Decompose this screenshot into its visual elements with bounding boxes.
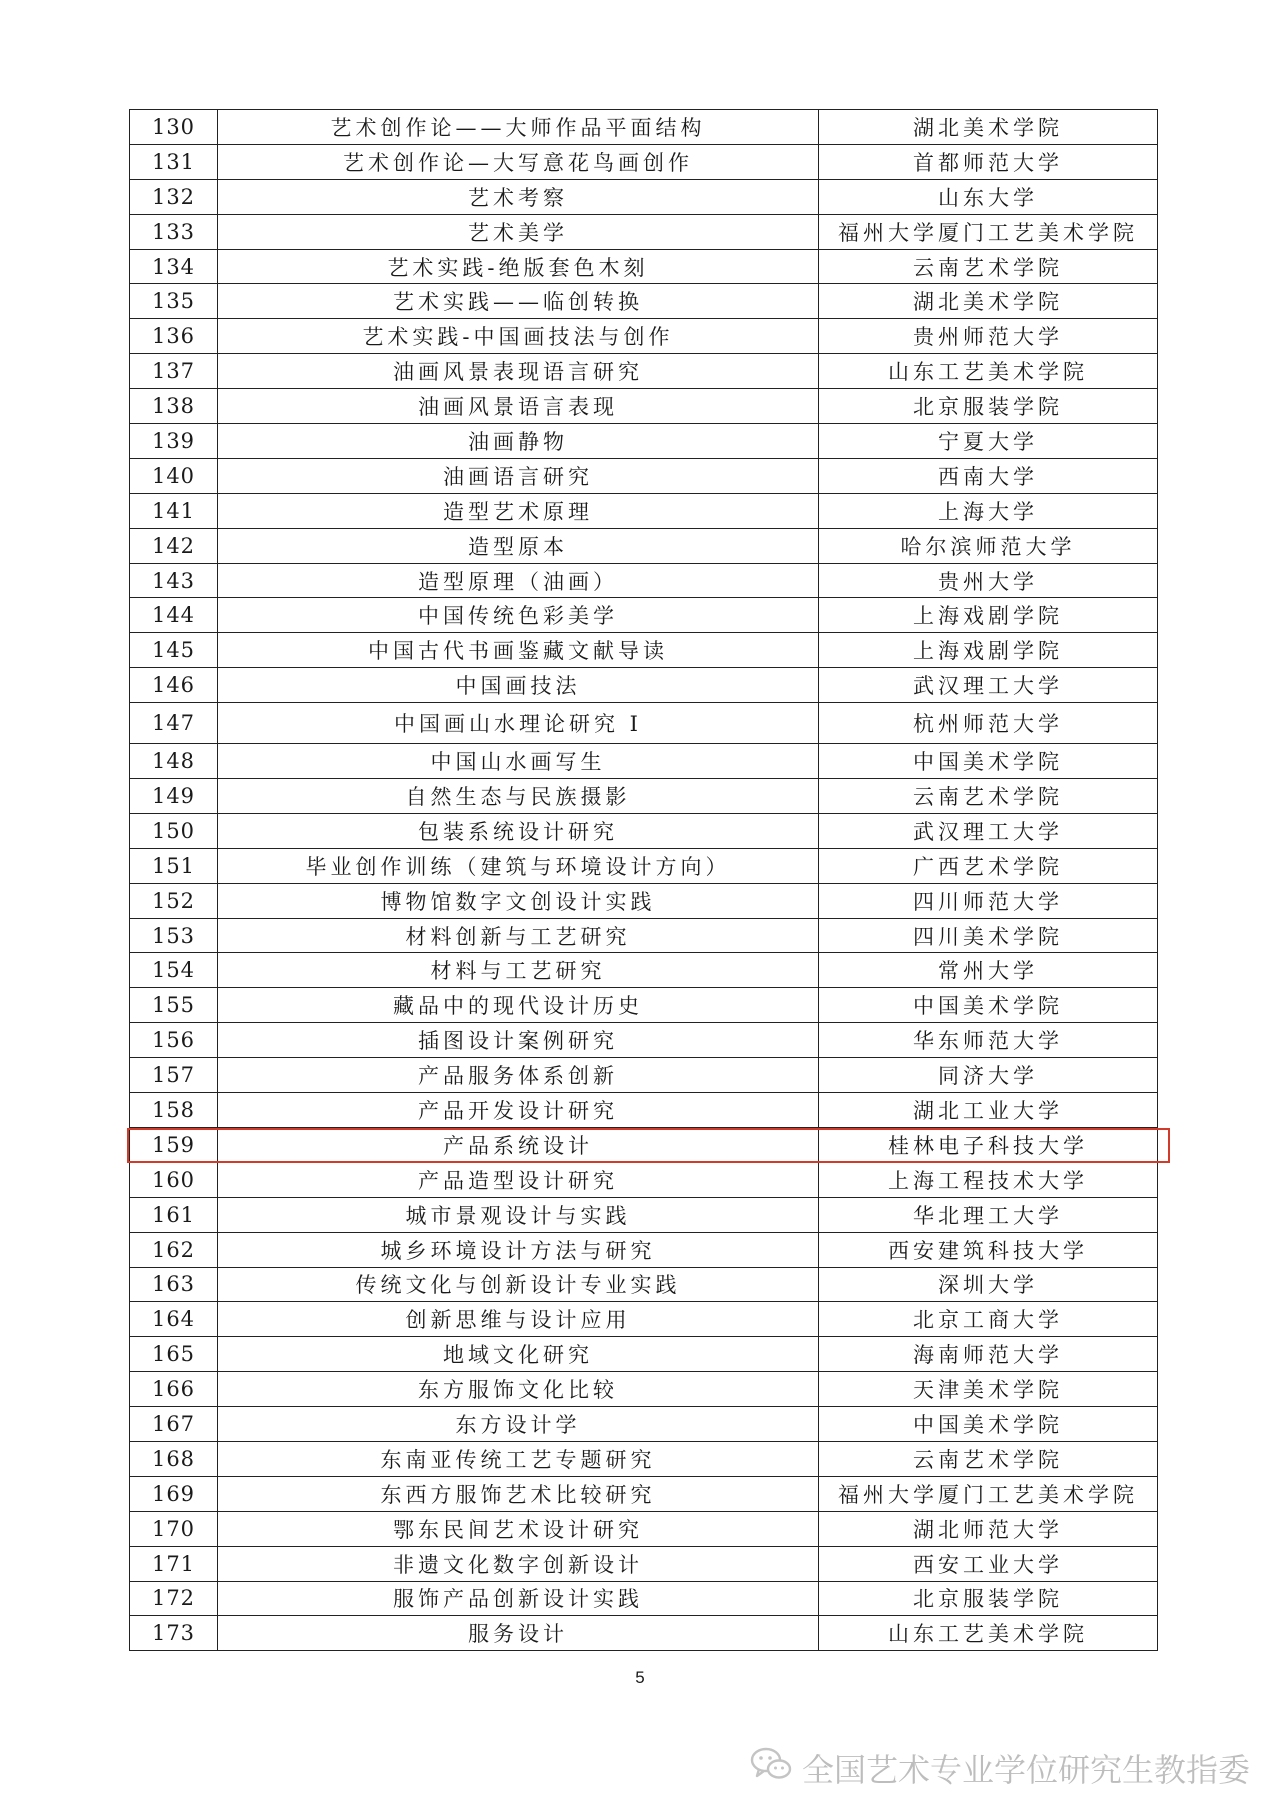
school-cell: 湖北美术学院 <box>819 284 1158 319</box>
watermark <box>750 1738 1250 1798</box>
num-cell: 144 <box>130 598 218 633</box>
table-row <box>130 424 1158 459</box>
school-cell: 北京服装学院 <box>819 389 1158 424</box>
table-row <box>130 779 1158 814</box>
table-row <box>130 1197 1158 1232</box>
num-cell: 142 <box>130 528 218 563</box>
table-row <box>130 493 1158 528</box>
num-cell: 169 <box>130 1476 218 1511</box>
num-cell: 139 <box>130 424 218 459</box>
school-cell: 华东师范大学 <box>819 1023 1158 1058</box>
school-cell: 广西艺术学院 <box>819 848 1158 883</box>
school-cell: 福州大学厦门工艺美术学院 <box>819 1476 1158 1511</box>
num-cell: 162 <box>130 1232 218 1267</box>
num-cell: 149 <box>130 779 218 814</box>
course-cell: 创新思维与设计应用 <box>218 1302 819 1337</box>
school-cell: 武汉理工大学 <box>819 813 1158 848</box>
school-cell: 北京工商大学 <box>819 1302 1158 1337</box>
school-cell: 贵州大学 <box>819 563 1158 598</box>
table-row <box>130 883 1158 918</box>
course-cell: 插图设计案例研究 <box>218 1023 819 1058</box>
school-cell: 北京服装学院 <box>819 1581 1158 1616</box>
table-row <box>130 703 1158 744</box>
num-cell: 141 <box>130 493 218 528</box>
course-cell: 博物馆数字文创设计实践 <box>218 883 819 918</box>
num-cell: 134 <box>130 249 218 284</box>
num-cell: 138 <box>130 389 218 424</box>
table-row <box>130 110 1158 145</box>
num-cell: 156 <box>130 1023 218 1058</box>
course-cell: 地域文化研究 <box>218 1337 819 1372</box>
course-cell: 东西方服饰艺术比较研究 <box>218 1476 819 1511</box>
num-cell: 135 <box>130 284 218 319</box>
num-cell: 145 <box>130 633 218 668</box>
num-cell: 157 <box>130 1058 218 1093</box>
num-cell: 132 <box>130 179 218 214</box>
table-row <box>130 458 1158 493</box>
table-row <box>130 1511 1158 1546</box>
table-row <box>130 284 1158 319</box>
table-row <box>130 598 1158 633</box>
school-cell: 首都师范大学 <box>819 144 1158 179</box>
table-row <box>130 354 1158 389</box>
school-cell: 云南艺术学院 <box>819 249 1158 284</box>
wechat-icon <box>750 1745 792 1791</box>
table-row <box>130 389 1158 424</box>
num-cell: 150 <box>130 813 218 848</box>
num-cell: 140 <box>130 458 218 493</box>
school-cell: 海南师范大学 <box>819 1337 1158 1372</box>
course-cell: 东方服饰文化比较 <box>218 1372 819 1407</box>
table-row <box>130 214 1158 249</box>
num-cell: 165 <box>130 1337 218 1372</box>
course-cell: 油画风景语言表现 <box>218 389 819 424</box>
num-cell: 168 <box>130 1441 218 1476</box>
school-cell: 中国美术学院 <box>819 988 1158 1023</box>
course-cell: 艺术实践-中国画技法与创作 <box>218 319 819 354</box>
course-cell: 艺术创作论—大写意花鸟画创作 <box>218 144 819 179</box>
course-cell: 产品服务体系创新 <box>218 1058 819 1093</box>
school-cell: 杭州师范大学 <box>819 703 1158 744</box>
num-cell: 161 <box>130 1197 218 1232</box>
course-cell: 中国画山水理论研究 I <box>218 703 819 744</box>
course-cell: 鄂东民间艺术设计研究 <box>218 1511 819 1546</box>
school-cell: 福州大学厦门工艺美术学院 <box>819 214 1158 249</box>
school-cell: 常州大学 <box>819 953 1158 988</box>
num-cell: 153 <box>130 918 218 953</box>
course-cell: 材料创新与工艺研究 <box>218 918 819 953</box>
course-cell: 东方设计学 <box>218 1407 819 1442</box>
school-cell: 宁夏大学 <box>819 424 1158 459</box>
school-cell: 深圳大学 <box>819 1267 1158 1302</box>
course-cell: 传统文化与创新设计专业实践 <box>218 1267 819 1302</box>
course-cell: 油画风景表现语言研究 <box>218 354 819 389</box>
course-cell: 自然生态与民族摄影 <box>218 779 819 814</box>
num-cell: 155 <box>130 988 218 1023</box>
course-cell: 造型原本 <box>218 528 819 563</box>
table-row <box>130 1337 1158 1372</box>
school-cell: 西南大学 <box>819 458 1158 493</box>
school-cell: 山东工艺美术学院 <box>819 1616 1158 1651</box>
num-cell: 164 <box>130 1302 218 1337</box>
table-row <box>130 1546 1158 1581</box>
course-cell: 中国山水画写生 <box>218 744 819 779</box>
num-cell: 172 <box>130 1581 218 1616</box>
school-cell: 华北理工大学 <box>819 1197 1158 1232</box>
table-row <box>130 1093 1158 1128</box>
num-cell: 167 <box>130 1407 218 1442</box>
num-cell: 146 <box>130 668 218 703</box>
table-row <box>130 563 1158 598</box>
table-row <box>130 1441 1158 1476</box>
school-cell: 桂林电子科技大学 <box>819 1127 1158 1162</box>
num-cell: 131 <box>130 144 218 179</box>
table-row <box>130 1023 1158 1058</box>
num-cell: 158 <box>130 1093 218 1128</box>
table-row <box>130 1162 1158 1197</box>
num-cell: 163 <box>130 1267 218 1302</box>
course-table-body <box>130 110 1158 1651</box>
course-cell: 中国传统色彩美学 <box>218 598 819 633</box>
table-row <box>130 1581 1158 1616</box>
school-cell: 上海大学 <box>819 493 1158 528</box>
table-row <box>130 988 1158 1023</box>
highlight-box <box>127 1128 1170 1163</box>
table-row <box>130 1302 1158 1337</box>
school-cell: 上海戏剧学院 <box>819 633 1158 668</box>
course-cell: 服饰产品创新设计实践 <box>218 1581 819 1616</box>
school-cell: 上海戏剧学院 <box>819 598 1158 633</box>
num-cell: 137 <box>130 354 218 389</box>
course-cell: 服务设计 <box>218 1616 819 1651</box>
course-cell: 城市景观设计与实践 <box>218 1197 819 1232</box>
course-cell: 艺术考察 <box>218 179 819 214</box>
course-cell: 造型艺术原理 <box>218 493 819 528</box>
table-row <box>130 633 1158 668</box>
course-cell: 中国古代书画鉴藏文献导读 <box>218 633 819 668</box>
course-cell: 造型原理（油画） <box>218 563 819 598</box>
school-cell: 哈尔滨师范大学 <box>819 528 1158 563</box>
course-cell: 油画静物 <box>218 424 819 459</box>
num-cell: 152 <box>130 883 218 918</box>
table-row <box>130 848 1158 883</box>
school-cell: 西安建筑科技大学 <box>819 1232 1158 1267</box>
course-cell: 中国画技法 <box>218 668 819 703</box>
num-cell: 136 <box>130 319 218 354</box>
course-cell: 东南亚传统工艺专题研究 <box>218 1441 819 1476</box>
course-cell: 产品系统设计 <box>218 1127 819 1162</box>
table-row <box>130 319 1158 354</box>
num-cell: 148 <box>130 744 218 779</box>
course-cell: 非遗文化数字创新设计 <box>218 1546 819 1581</box>
school-cell: 中国美术学院 <box>819 1407 1158 1442</box>
table-row <box>130 179 1158 214</box>
school-cell: 天津美术学院 <box>819 1372 1158 1407</box>
num-cell: 151 <box>130 848 218 883</box>
course-cell: 艺术创作论——大师作品平面结构 <box>218 110 819 145</box>
school-cell: 中国美术学院 <box>819 744 1158 779</box>
num-cell: 171 <box>130 1546 218 1581</box>
table-row <box>130 144 1158 179</box>
course-cell: 包装系统设计研究 <box>218 813 819 848</box>
school-cell: 上海工程技术大学 <box>819 1162 1158 1197</box>
course-cell: 毕业创作训练（建筑与环境设计方向） <box>218 848 819 883</box>
table-row <box>130 813 1158 848</box>
table-row <box>130 953 1158 988</box>
course-cell: 产品造型设计研究 <box>218 1162 819 1197</box>
course-cell: 艺术美学 <box>218 214 819 249</box>
school-cell: 云南艺术学院 <box>819 779 1158 814</box>
school-cell: 云南艺术学院 <box>819 1441 1158 1476</box>
table-row <box>130 1616 1158 1651</box>
num-cell: 143 <box>130 563 218 598</box>
num-cell: 170 <box>130 1511 218 1546</box>
table-row <box>130 1232 1158 1267</box>
course-cell: 产品开发设计研究 <box>218 1093 819 1128</box>
school-cell: 湖北工业大学 <box>819 1093 1158 1128</box>
num-cell: 147 <box>130 703 218 744</box>
watermark-text: 全国艺术专业学位研究生教指委 <box>801 1751 1250 1789</box>
school-cell: 同济大学 <box>819 1058 1158 1093</box>
num-cell: 130 <box>130 110 218 145</box>
course-cell: 艺术实践-绝版套色木刻 <box>218 249 819 284</box>
num-cell: 166 <box>130 1372 218 1407</box>
course-cell: 材料与工艺研究 <box>218 953 819 988</box>
table-row <box>130 528 1158 563</box>
table-row <box>130 918 1158 953</box>
num-cell: 173 <box>130 1616 218 1651</box>
school-cell: 山东大学 <box>819 179 1158 214</box>
school-cell: 武汉理工大学 <box>819 668 1158 703</box>
table-row <box>130 249 1158 284</box>
course-cell: 藏品中的现代设计历史 <box>218 988 819 1023</box>
table-row <box>130 1267 1158 1302</box>
table-row <box>130 1058 1158 1093</box>
school-cell: 湖北美术学院 <box>819 110 1158 145</box>
school-cell: 四川美术学院 <box>819 918 1158 953</box>
school-cell: 山东工艺美术学院 <box>819 354 1158 389</box>
num-cell: 159 <box>130 1127 218 1162</box>
table-row <box>130 668 1158 703</box>
course-cell: 艺术实践——临创转换 <box>218 284 819 319</box>
school-cell: 四川师范大学 <box>819 883 1158 918</box>
course-cell: 城乡环境设计方法与研究 <box>218 1232 819 1267</box>
table-row <box>130 1407 1158 1442</box>
table-row <box>130 1372 1158 1407</box>
page-number: 5 <box>635 1668 645 1687</box>
school-cell: 贵州师范大学 <box>819 319 1158 354</box>
num-cell: 133 <box>130 214 218 249</box>
school-cell: 湖北师范大学 <box>819 1511 1158 1546</box>
school-cell: 西安工业大学 <box>819 1546 1158 1581</box>
num-cell: 154 <box>130 953 218 988</box>
table-row <box>130 744 1158 779</box>
num-cell: 160 <box>130 1162 218 1197</box>
course-table <box>129 109 1158 1651</box>
course-cell: 油画语言研究 <box>218 458 819 493</box>
table-row <box>130 1476 1158 1511</box>
